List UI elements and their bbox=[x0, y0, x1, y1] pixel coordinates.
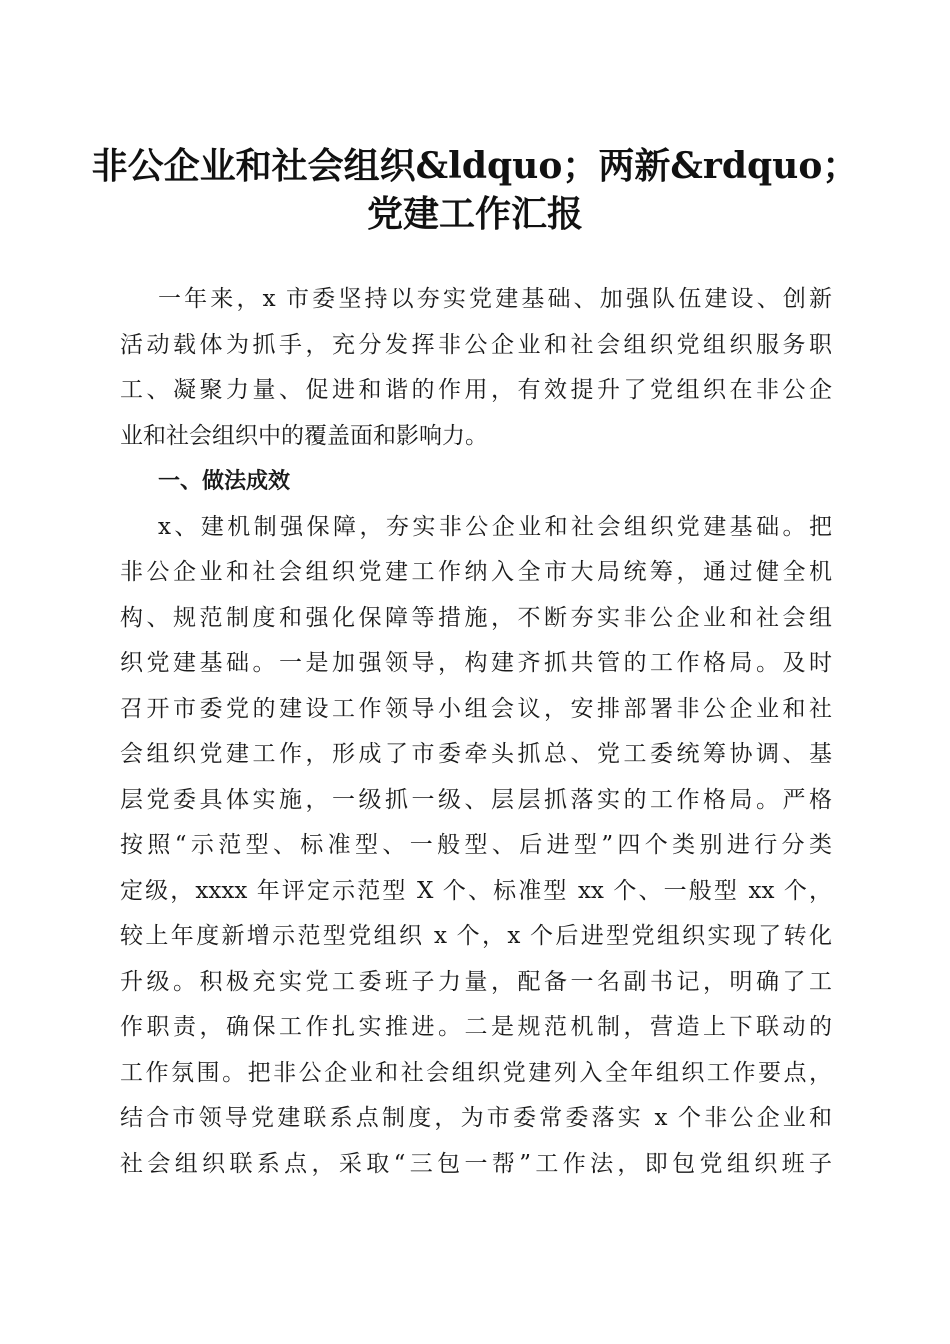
paragraph-line: 召开市委党的建设工作领导小组会议，安排部署非公企业和社 bbox=[120, 695, 832, 722]
paragraph-line: 作职责，确保工作扎实推进。二是规范机制，营造上下联动的 bbox=[120, 1014, 832, 1040]
section-heading: 一、做法成效 bbox=[158, 469, 291, 494]
paragraph-line: 层党委具体实施，一级抓一级、层层抓落实的工作格局。严格 bbox=[120, 786, 832, 813]
paragraph-line: 会组织党建工作，形成了市委牵头抓总、党工委统筹协调、基 bbox=[120, 741, 832, 767]
document-title-line-2: 党建工作汇报 bbox=[366, 193, 583, 235]
paragraph-line: x、建机制强保障，夯实非公企业和社会组织党建基础。把 bbox=[158, 513, 832, 540]
paragraph-line: 工作氛围。把非公企业和社会组织党建列入全年组织工作要点， bbox=[120, 1059, 832, 1086]
paragraph-line: 结合市领导党建联系点制度，为市委常委落实 x 个非公企业和 bbox=[120, 1105, 832, 1131]
paragraph-line: 升级。积极充实党工委班子力量，配备一名副书记，明确了工 bbox=[120, 968, 832, 995]
paragraph-line: 织党建基础。一是加强领导，构建齐抓共管的工作格局。及时 bbox=[120, 650, 832, 676]
paragraph-line: 定级，xxxx 年评定示范型 X 个、标准型 xx 个、一般型 xx 个， bbox=[120, 877, 832, 904]
paragraph-line: 构、规范制度和强化保障等措施，不断夯实非公企业和社会组 bbox=[120, 604, 832, 631]
paragraph-line: 非公企业和社会组织党建工作纳入全市大局统筹，通过健全机 bbox=[120, 559, 832, 585]
paragraph-line: 按照“示范型、标准型、一般型、后进型”四个类别进行分类 bbox=[120, 832, 832, 858]
paragraph-line: 工、凝聚力量、促进和谐的作用，有效提升了党组织在非公企 bbox=[120, 377, 832, 403]
paragraph-line: 社会组织联系点，采取“三包一帮”工作法，即包党组织班子 bbox=[120, 1150, 832, 1177]
paragraph-line: 较上年度新增示范型党组织 x 个，x 个后进型党组织实现了转化 bbox=[120, 923, 832, 949]
document-title-line-1: 非公企业和社会组织&ldquo；两新&rdquo； bbox=[91, 145, 859, 187]
paragraph-line: 活动载体为抓手，充分发挥非公企业和社会组织党组织服务职 bbox=[120, 331, 832, 358]
paragraph-line: 业和社会组织中的覆盖面和影响力。 bbox=[120, 422, 488, 449]
paragraph-line: 一年来，x 市委坚持以夯实党建基础、加强队伍建设、创新 bbox=[158, 286, 832, 312]
document-body bbox=[120, 277, 832, 1187]
